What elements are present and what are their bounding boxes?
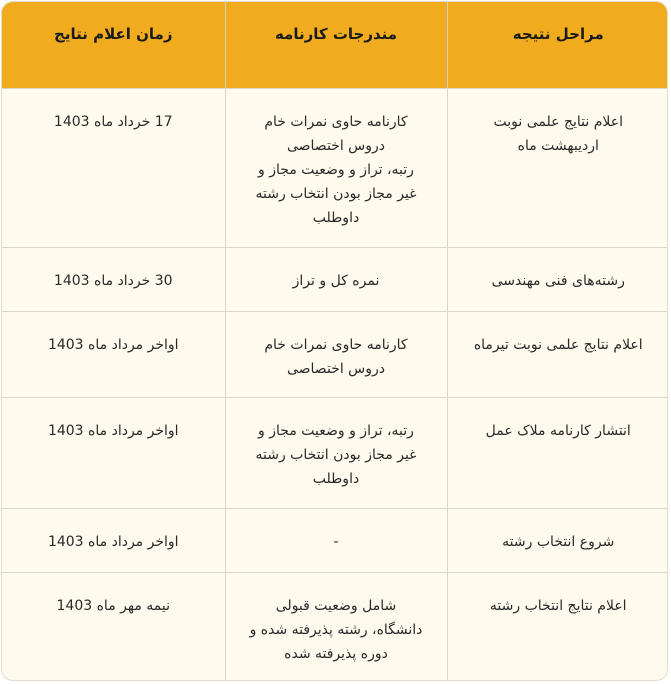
table-row [2, 88, 668, 247]
cell-time: 30 خرداد ماه 1403 [2, 247, 225, 311]
table-row [2, 508, 668, 572]
cell-contents: کارنامه حاوی نمرات خام دروس اختصاصی [225, 311, 447, 397]
cell-contents: کارنامه حاوی نمرات خام دروس اختصاصی رتبه، تراز و وضعیت مجاز و غیر مجاز بودن انتخاب رشته داوطلب [225, 88, 447, 247]
cell-contents: نمره کل و تراز [225, 247, 447, 311]
cell-contents: رتبه، تراز و وضعیت مجاز و غیر مجاز بودن انتخاب رشته داوطلب [225, 397, 447, 508]
cell-contents: - [225, 508, 447, 572]
header-report-contents: مندرجات کارنامه [225, 2, 447, 88]
table-row [2, 247, 668, 311]
table-row [2, 311, 668, 397]
cell-stage: اعلام نتایج انتخاب رشته [447, 572, 668, 681]
cell-time: اواخر مرداد ماه 1403 [2, 508, 225, 572]
table-row [2, 572, 668, 681]
cell-time: اواخر مرداد ماه 1403 [2, 397, 225, 508]
results-schedule-table [2, 2, 668, 681]
cell-stage: رشته‌های فنی مهندسی [447, 247, 668, 311]
cell-stage: اعلام نتایج علمی نوبت تیرماه [447, 311, 668, 397]
table-header-row [2, 2, 668, 88]
cell-stage: شروع انتخاب رشته [447, 508, 668, 572]
header-result-stages: مراحل نتیجه [447, 2, 668, 88]
cell-time: اواخر مرداد ماه 1403 [2, 311, 225, 397]
cell-contents: شامل وضعیت قبولی دانشگاه، رشته پذیرفته شده و دوره پذیرفته شده [225, 572, 447, 681]
results-schedule-table-container [1, 1, 668, 681]
cell-time: 17 خرداد ماه 1403 [2, 88, 225, 247]
cell-stage: انتشار کارنامه ملاک عمل [447, 397, 668, 508]
table-row [2, 397, 668, 508]
cell-stage: اعلام نتایج علمی نوبت اردیبهشت ماه [447, 88, 668, 247]
header-announcement-time: زمان اعلام نتایج [2, 2, 225, 88]
cell-time: نیمه مهر ماه 1403 [2, 572, 225, 681]
